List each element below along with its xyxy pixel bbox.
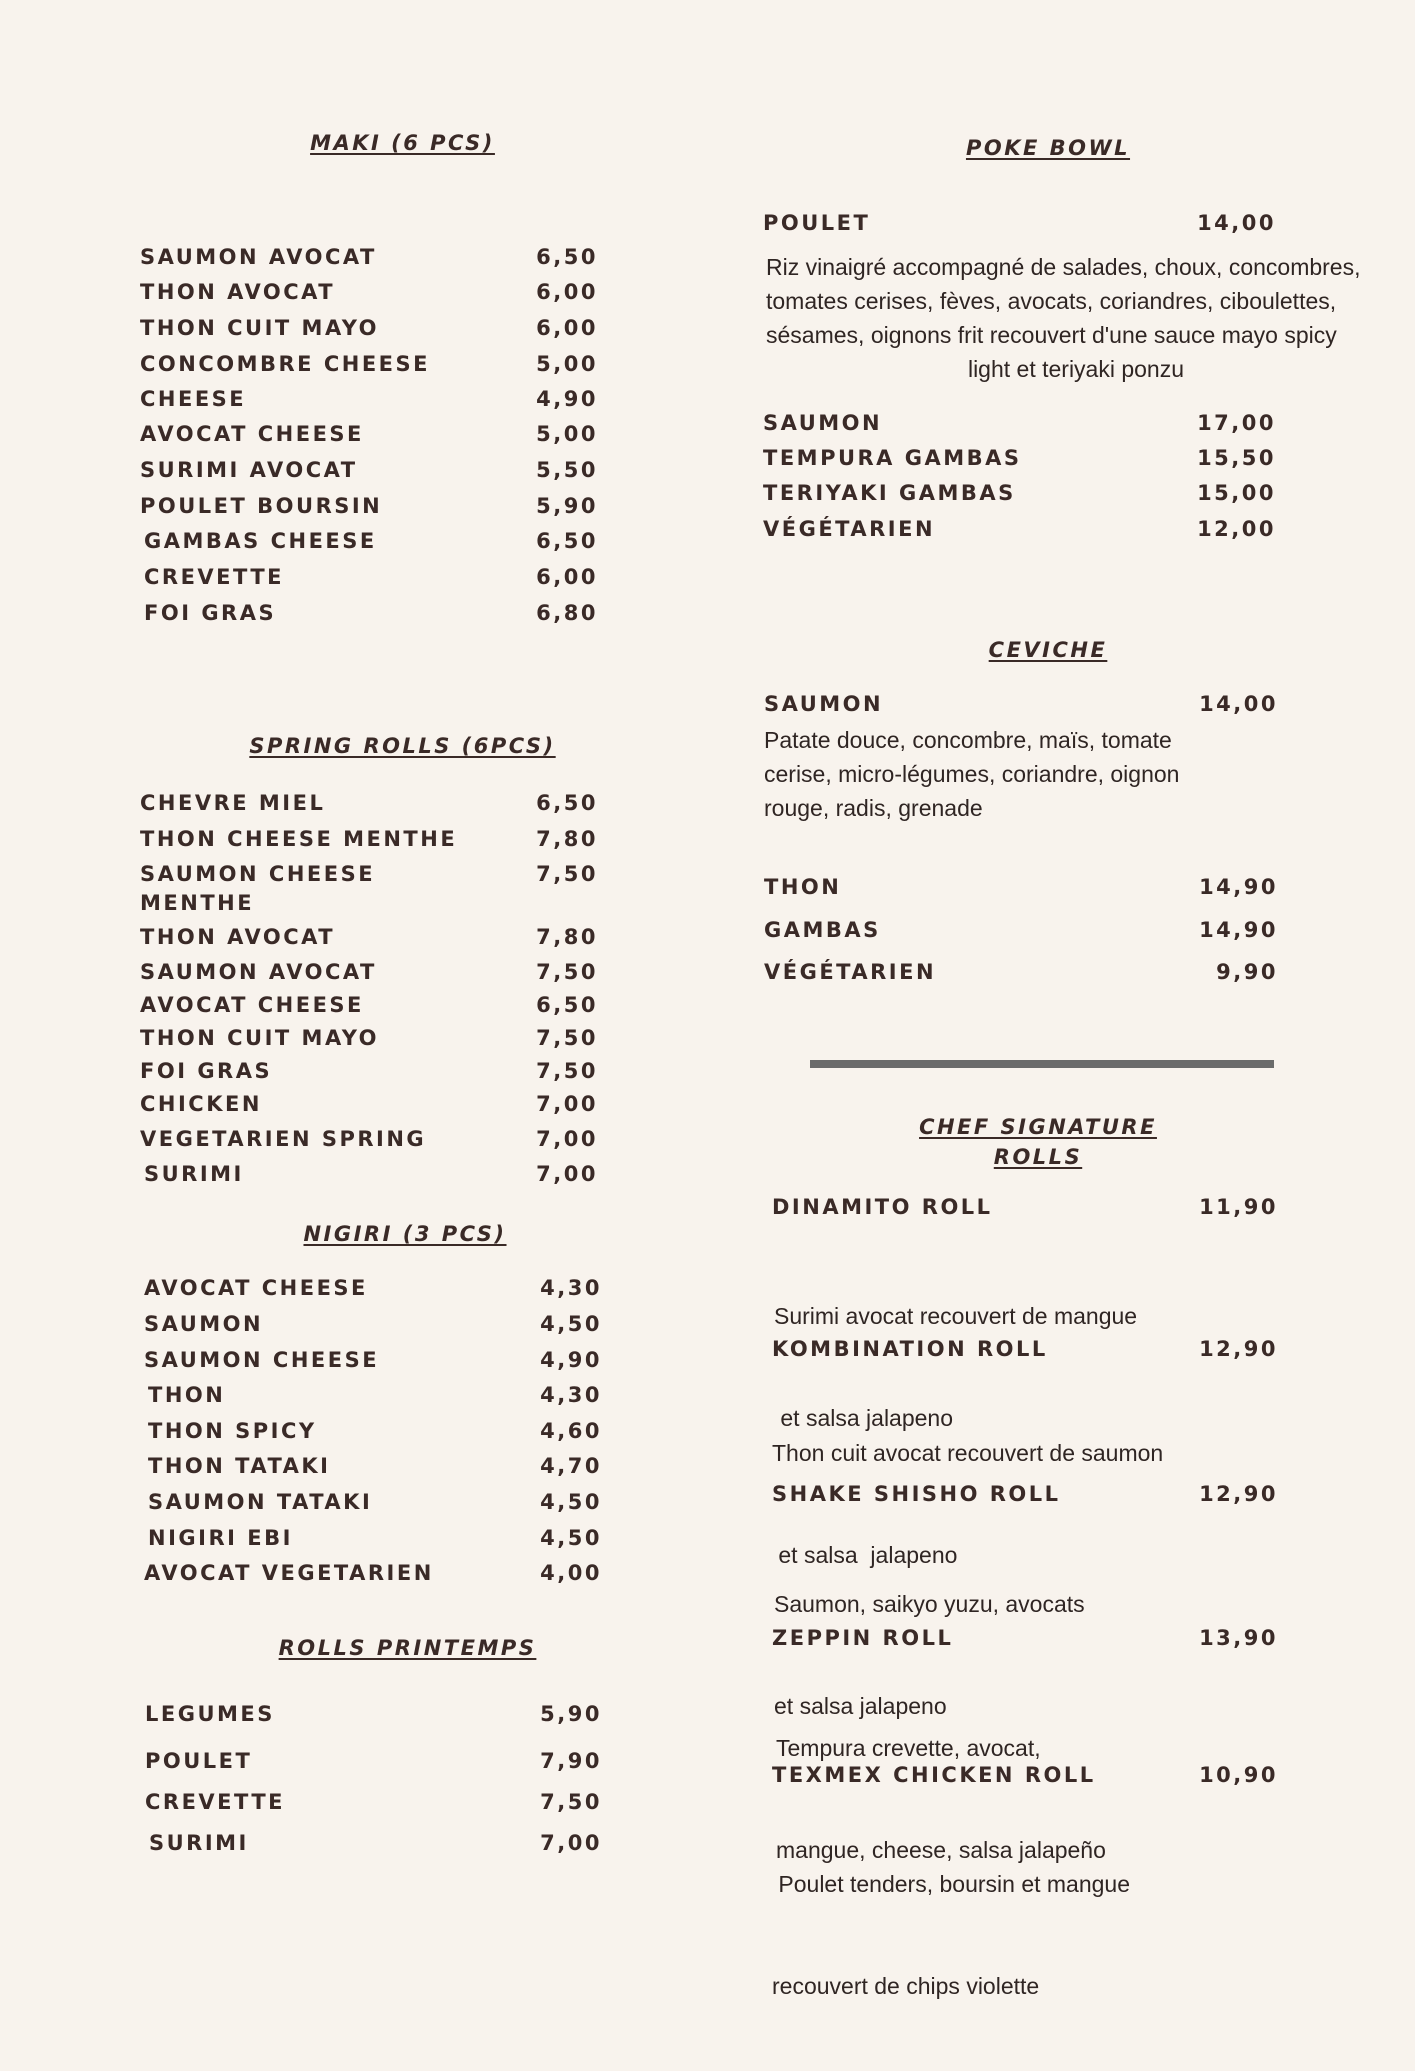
item-price: 9,90 bbox=[1216, 960, 1278, 984]
item-name: POULET bbox=[763, 211, 871, 235]
item-name: AVOCAT CHEESE bbox=[144, 1276, 368, 1300]
item-name: SHAKE SHISHO ROLL bbox=[772, 1482, 1061, 1506]
menu-item bbox=[145, 1789, 602, 1819]
item-price: 6,50 bbox=[536, 993, 598, 1017]
item-name: SAUMON CHEESE bbox=[140, 862, 376, 886]
item-name: VEGETARIEN SPRING bbox=[140, 1127, 427, 1151]
item-description bbox=[772, 1799, 1130, 2071]
description-line: Riz vinaigré accompagné de salades, choux, concombres, bbox=[766, 254, 1361, 280]
menu-item bbox=[140, 351, 598, 381]
item-price: 4,00 bbox=[540, 1561, 602, 1585]
description-line: Surimi avocat recouvert de mangue bbox=[774, 1303, 1138, 1329]
item-name: FOI GRAS bbox=[140, 1059, 273, 1083]
menu-item bbox=[140, 861, 598, 921]
menu-item bbox=[140, 386, 598, 416]
item-name: DINAMITO ROLL bbox=[772, 1195, 993, 1219]
item-price: 14,90 bbox=[1199, 875, 1278, 899]
menu-item bbox=[148, 1489, 602, 1519]
menu-item bbox=[140, 315, 598, 345]
menu-item bbox=[149, 1830, 602, 1860]
nigiri-heading: NIGIRI (3 PCS) bbox=[303, 1222, 507, 1246]
item-price: 7,00 bbox=[536, 1127, 598, 1151]
menu-item bbox=[148, 1418, 602, 1448]
chef-signature-heading bbox=[808, 1112, 1268, 1172]
item-price: 7,00 bbox=[536, 1092, 598, 1116]
item-name: THON CHEESE MENTHE bbox=[140, 827, 458, 851]
menu-item bbox=[144, 1311, 602, 1341]
item-price: 11,90 bbox=[1199, 1195, 1278, 1219]
item-name: THON bbox=[148, 1383, 226, 1407]
item-price: 7,50 bbox=[536, 960, 598, 984]
item-name: SAUMON CHEESE bbox=[144, 1348, 380, 1372]
description-line: rouge, radis, grenade bbox=[764, 795, 983, 821]
item-name: SURIMI bbox=[149, 1831, 249, 1855]
description-line: et salsa jalapeno bbox=[774, 1693, 947, 1719]
item-name: SURIMI bbox=[144, 1162, 244, 1186]
menu-item bbox=[148, 1453, 602, 1483]
item-name: ZEPPIN ROLL bbox=[772, 1626, 954, 1650]
item-price: 14,00 bbox=[1197, 211, 1276, 235]
item-price: 12,90 bbox=[1199, 1337, 1278, 1361]
menu-item bbox=[772, 1481, 1278, 1511]
menu-item bbox=[140, 1126, 598, 1156]
menu-item bbox=[763, 410, 1276, 440]
menu-item bbox=[772, 1762, 1278, 1792]
menu-item bbox=[140, 790, 598, 820]
description-line: Patate douce, concombre, maïs, tomate bbox=[764, 727, 1172, 753]
item-price: 14,00 bbox=[1199, 692, 1278, 716]
item-price: 7,80 bbox=[536, 925, 598, 949]
item-price: 7,90 bbox=[540, 1749, 602, 1773]
item-name: SAUMON AVOCAT bbox=[140, 245, 377, 269]
maki-heading: MAKI (6 PCS) bbox=[310, 131, 495, 155]
item-price: 6,00 bbox=[536, 280, 598, 304]
item-name: CONCOMBRE CHEESE bbox=[140, 352, 430, 376]
menu-item bbox=[763, 516, 1276, 546]
item-price: 6,50 bbox=[536, 791, 598, 815]
item-description bbox=[766, 250, 1386, 386]
menu-item bbox=[140, 457, 598, 487]
menu-item bbox=[144, 564, 598, 594]
item-price: 5,50 bbox=[536, 458, 598, 482]
heading-line: CHEF SIGNATURE bbox=[919, 1115, 1157, 1139]
item-name: AVOCAT VEGETARIEN bbox=[144, 1561, 434, 1585]
item-price: 6,00 bbox=[536, 316, 598, 340]
item-price: 4,90 bbox=[536, 387, 598, 411]
item-name: SAUMON AVOCAT bbox=[140, 960, 377, 984]
menu-item bbox=[140, 1091, 598, 1121]
item-name: AVOCAT CHEESE bbox=[140, 993, 364, 1017]
item-name: LEGUMES bbox=[145, 1702, 275, 1726]
item-name: TERIYAKI GAMBAS bbox=[763, 481, 1016, 505]
description-line: recouvert de chips violette bbox=[772, 1973, 1040, 1999]
item-price: 5,00 bbox=[536, 422, 598, 446]
item-price: 6,50 bbox=[536, 529, 598, 553]
menu-item bbox=[764, 917, 1278, 947]
menu-item bbox=[763, 445, 1276, 475]
item-price: 4,30 bbox=[540, 1276, 602, 1300]
item-description bbox=[764, 723, 1179, 825]
item-name: VÉGÉTARIEN bbox=[764, 960, 937, 984]
heading-line: ROLLS bbox=[993, 1145, 1083, 1169]
item-name: KOMBINATION ROLL bbox=[772, 1337, 1048, 1361]
item-name: THON CUIT MAYO bbox=[140, 1026, 380, 1050]
item-price: 6,00 bbox=[536, 565, 598, 589]
description-line: tomates cerises, fèves, avocats, coriandres, ciboulettes, bbox=[766, 288, 1337, 314]
description-line: Poulet tenders, boursin et mangue bbox=[772, 1871, 1131, 1897]
item-name: THON bbox=[764, 875, 842, 899]
item-name: TEMPURA GAMBAS bbox=[763, 446, 1022, 470]
item-name-line2: MENTHE bbox=[140, 891, 255, 915]
item-price: 12,90 bbox=[1199, 1482, 1278, 1506]
menu-item bbox=[140, 421, 598, 451]
item-price: 15,50 bbox=[1197, 446, 1276, 470]
ceviche-heading: CEVICHE bbox=[988, 638, 1108, 662]
rolls-printemps-heading: ROLLS PRINTEMPS bbox=[278, 1636, 537, 1660]
item-name: CREVETTE bbox=[145, 1790, 286, 1814]
item-name: CHEESE bbox=[140, 387, 247, 411]
description-line: et salsa jalapeno bbox=[774, 1405, 954, 1431]
item-name: GAMBAS CHEESE bbox=[144, 529, 377, 553]
item-name: THON AVOCAT bbox=[140, 280, 336, 304]
description-line: Thon cuit avocat recouvert de saumon bbox=[772, 1440, 1164, 1466]
item-name: VÉGÉTARIEN bbox=[763, 517, 936, 541]
item-price: 7,50 bbox=[536, 1059, 598, 1083]
item-price: 17,00 bbox=[1197, 411, 1276, 435]
description-line: sésames, oignons frit recouvert d'une sauce mayo spicy bbox=[766, 322, 1337, 348]
item-price: 4,60 bbox=[540, 1419, 602, 1443]
menu-item bbox=[140, 279, 598, 309]
item-name: TEXMEX CHICKEN ROLL bbox=[772, 1763, 1096, 1787]
item-name: SAUMON bbox=[144, 1312, 264, 1336]
menu-item bbox=[144, 1560, 602, 1590]
item-price: 4,70 bbox=[540, 1454, 602, 1478]
menu-item bbox=[144, 528, 598, 558]
item-price: 5,90 bbox=[540, 1702, 602, 1726]
item-name: SAUMON bbox=[764, 692, 884, 716]
item-name: FOI GRAS bbox=[144, 601, 277, 625]
menu-item bbox=[764, 691, 1278, 721]
item-price: 15,00 bbox=[1197, 481, 1276, 505]
item-name: GAMBAS bbox=[764, 918, 881, 942]
menu-item bbox=[140, 992, 598, 1022]
menu-item bbox=[144, 600, 598, 630]
menu-item bbox=[772, 1194, 1278, 1224]
description-line: et salsa jalapeno bbox=[772, 1542, 958, 1568]
menu-item bbox=[144, 1161, 598, 1191]
menu-item bbox=[148, 1382, 602, 1412]
item-name: THON AVOCAT bbox=[140, 925, 336, 949]
item-price: 5,00 bbox=[536, 352, 598, 376]
menu-item bbox=[140, 1058, 598, 1088]
item-price: 7,00 bbox=[536, 1162, 598, 1186]
item-price: 14,90 bbox=[1199, 918, 1278, 942]
item-price: 4,50 bbox=[540, 1312, 602, 1336]
item-name: POULET bbox=[145, 1749, 253, 1773]
item-price: 4,90 bbox=[540, 1348, 602, 1372]
item-name: CHEVRE MIEL bbox=[140, 791, 326, 815]
menu-item bbox=[144, 1347, 602, 1377]
item-price: 6,50 bbox=[536, 245, 598, 269]
menu-item bbox=[148, 1525, 602, 1555]
section-divider bbox=[810, 1060, 1274, 1068]
item-name: NIGIRI EBI bbox=[148, 1526, 293, 1550]
item-name: THON CUIT MAYO bbox=[140, 316, 380, 340]
menu-item bbox=[772, 1336, 1278, 1366]
description-line: Tempura crevette, avocat, bbox=[776, 1735, 1041, 1761]
menu-item bbox=[145, 1748, 602, 1778]
description-line: light et teriyaki ponzu bbox=[967, 356, 1185, 382]
item-name: THON TATAKI bbox=[148, 1454, 331, 1478]
item-name: AVOCAT CHEESE bbox=[140, 422, 364, 446]
item-name: CREVETTE bbox=[144, 565, 285, 589]
menu-item bbox=[764, 874, 1278, 904]
menu-item bbox=[140, 493, 598, 523]
description-line: mangue, cheese, salsa jalapeño bbox=[776, 1837, 1106, 1863]
menu-item bbox=[145, 1701, 602, 1731]
menu-item bbox=[140, 244, 598, 274]
item-name: THON SPICY bbox=[148, 1419, 317, 1443]
menu-item bbox=[140, 924, 598, 954]
item-price: 12,00 bbox=[1197, 517, 1276, 541]
item-price: 4,50 bbox=[540, 1526, 602, 1550]
menu-item bbox=[772, 1625, 1278, 1655]
menu-item bbox=[763, 210, 1276, 240]
item-name: POULET BOURSIN bbox=[140, 494, 383, 518]
menu-item bbox=[140, 1025, 598, 1055]
item-price: 7,50 bbox=[540, 1790, 602, 1814]
item-name: SAUMON TATAKI bbox=[148, 1490, 373, 1514]
item-price: 4,30 bbox=[540, 1383, 602, 1407]
menu-item bbox=[140, 826, 598, 856]
spring-rolls-heading: SPRING ROLLS (6PCS) bbox=[249, 734, 556, 758]
poke-bowl-heading: POKE BOWL bbox=[965, 136, 1131, 160]
item-price: 4,50 bbox=[540, 1490, 602, 1514]
item-price: 7,50 bbox=[536, 1026, 598, 1050]
menu-item bbox=[764, 959, 1278, 989]
menu-item bbox=[140, 959, 598, 989]
item-price: 5,90 bbox=[536, 494, 598, 518]
item-price: 7,00 bbox=[540, 1831, 602, 1855]
item-name: SURIMI AVOCAT bbox=[140, 458, 358, 482]
item-price: 10,90 bbox=[1199, 1763, 1278, 1787]
item-price: 6,80 bbox=[536, 601, 598, 625]
item-name: CHICKEN bbox=[140, 1092, 262, 1116]
menu-item bbox=[763, 480, 1276, 510]
item-price: 7,80 bbox=[536, 827, 598, 851]
item-price: 13,90 bbox=[1199, 1626, 1278, 1650]
item-price: 7,50 bbox=[536, 862, 598, 886]
item-name: SAUMON bbox=[763, 411, 883, 435]
menu-item bbox=[144, 1275, 602, 1305]
description-line: Saumon, saikyo yuzu, avocats bbox=[774, 1591, 1085, 1617]
description-line: cerise, micro-légumes, coriandre, oignon bbox=[764, 761, 1180, 787]
